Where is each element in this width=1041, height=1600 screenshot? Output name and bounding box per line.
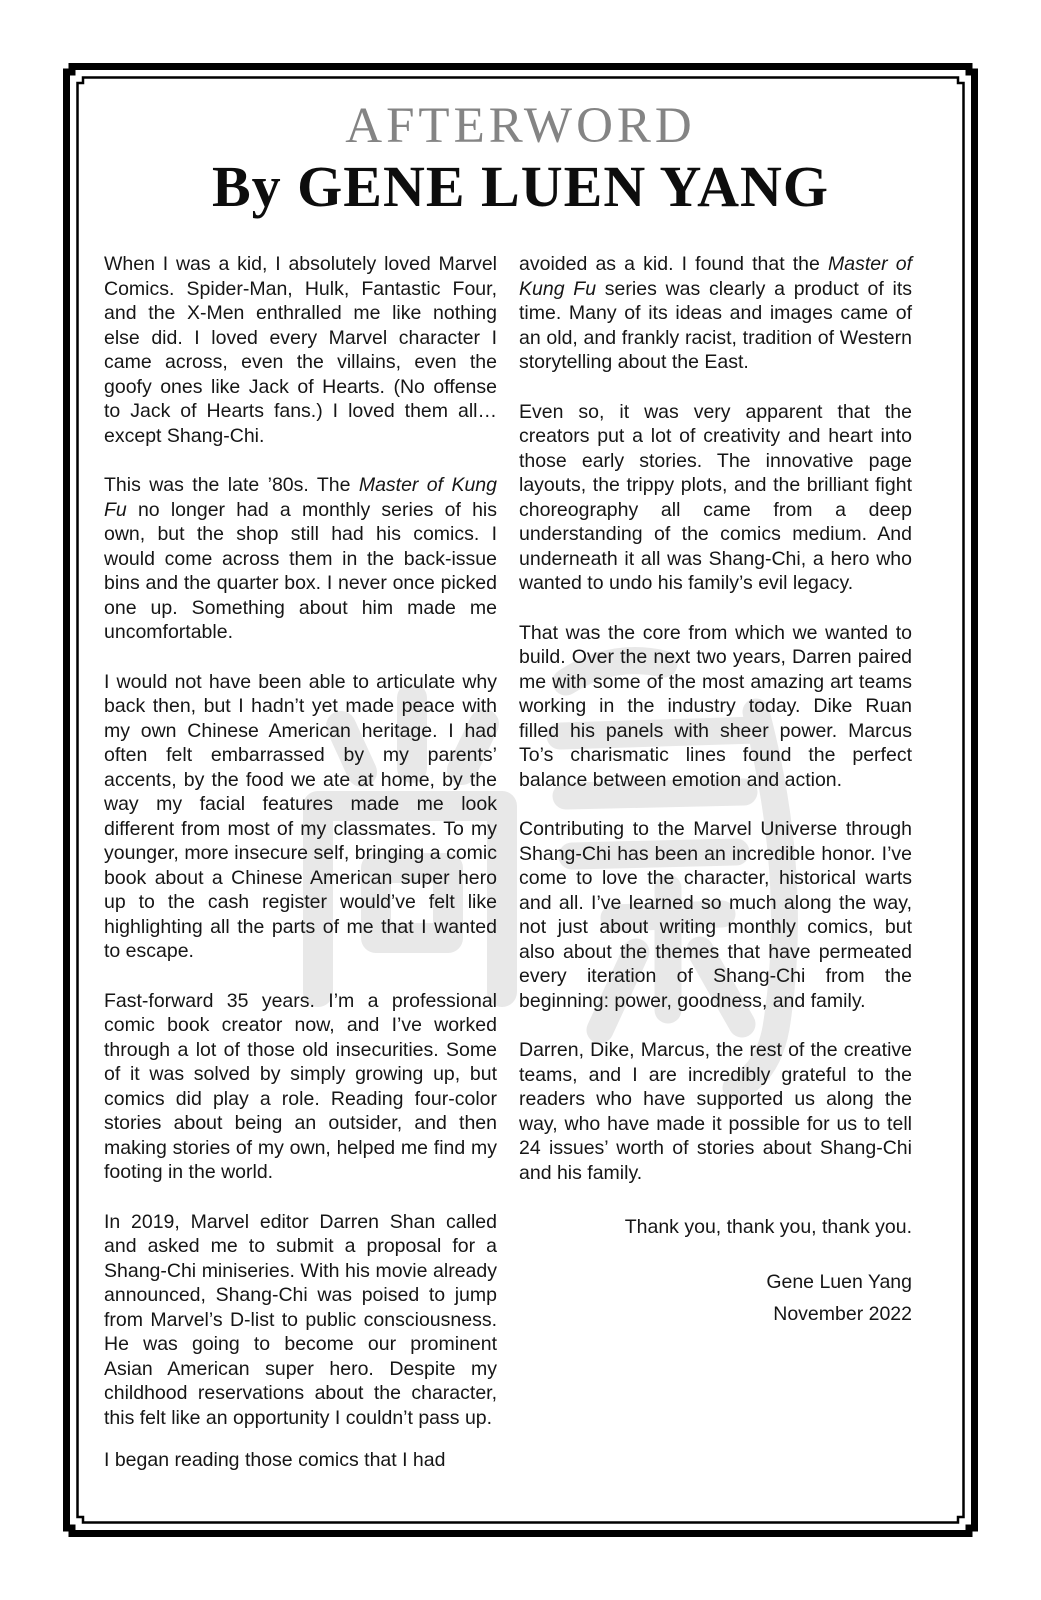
paragraph — [519, 621, 912, 793]
paragraph — [519, 252, 912, 375]
paragraph — [519, 400, 912, 596]
paragraph — [519, 1038, 912, 1185]
paragraph — [104, 252, 497, 448]
italic-text-run: Master of Kung Fu — [104, 474, 497, 521]
text-run: series was clearly a product of its time. Many of its ideas and images came of an old, and frankly racist, tradition of Western storytelling about the East. — [519, 277, 913, 373]
paragraph — [104, 473, 497, 645]
text-run: avoided as a kid. I found that the — [519, 253, 828, 275]
text-run: Darren, Dike, Marcus, the rest of the creative teams, and I are incredibly grateful to the readers who have supported us along the way, who have made it possible for us to tell 24 issues’ worth of stories about Shang-Chi and his family. — [519, 1039, 912, 1184]
paragraph — [104, 1448, 497, 1473]
text-run: That was the core from which we wanted to build. Over the next two years, Darren paired me with some of the most amazing art teams working in the industry today. Dike Ruan filled his panels with sheer power. Marcus To’s charismatic lines found the perfect balance between emotion and action. — [519, 621, 912, 791]
text-run: In 2019, Marvel editor Darren Shan called and asked me to submit a proposal for a Shang-Chi miniseries. With his movie already announced, Shang-Chi was poised to jump from Marvel’s D-list to public consciousness. He was going to become our prominent Asian American super hero. Despite my childhood reservations about the character, this felt like an opportunity I couldn’t pass up. — [104, 1210, 497, 1429]
paragraph — [104, 1210, 497, 1431]
text-run: This was the late ’80s. The — [104, 474, 359, 496]
text-run: no longer had a monthly series of his own, but the shop still had his comics. I would come across them in the back-issue bins and the quarter box. I never once picked one up. Something about him made me uncomfortable. — [104, 498, 497, 643]
article-body — [104, 252, 912, 1473]
paragraph — [104, 670, 497, 964]
text-run: Contributing to the Marvel Universe through Shang-Chi has been an incredible honor. I’ve come to love the character, historical warts and all. I’ve learned so much along the way, not just about writing monthly comics, but also about the themes that have permeated every iteration of Shang-Chi from the beginning: power, goodness, and family. — [519, 818, 912, 1012]
thanks-line: Thank you, thank you, thank you. — [624, 1216, 912, 1238]
italic-text-run: Master of Kung Fu — [519, 253, 912, 300]
paragraph — [104, 989, 497, 1185]
signature-name: Gene Luen Yang — [766, 1270, 912, 1293]
page-title: AFTERWORD — [345, 98, 696, 154]
text-run: Fast-forward 35 years. I’m a professional comic book creator now, and I’ve worked through a lot of those old insecurities. Some of it was solved by simply growing up, but comics did play a role. Reading four-color stories about being an outsider, and then making stories of my own, helped me find my footing in the world. — [104, 989, 497, 1183]
right-column — [519, 252, 912, 1473]
text-run: I would not have been able to articulate why back then, but I hadn’t yet made peace with my own Chinese American heritage. I had often felt embarrassed by my parents’ accents, by the food we ate at home, by the way my facial features made me look different from most of my classmates. To my younger, more insecure self, bringing a comic book about a Chinese American super hero up to the cash register would’ve felt like highlighting all the parts of me that I wanted to escape. — [104, 670, 497, 962]
left-column — [104, 252, 497, 1473]
byline: By GENE LUEN YANG — [212, 153, 829, 219]
paragraph — [519, 817, 912, 1013]
text-run: When I was a kid, I absolutely loved Marvel Comics. Spider-Man, Hulk, Fantastic Four, and the X-Men enthralled me like nothing else did. I loved every Marvel character I came across, even the villains, even the goofy ones like Jack of Hearts. (No offense to Jack of Hearts fans.) I loved them all…except Shang-Chi. — [104, 253, 497, 447]
signature-date: November 2022 — [773, 1303, 912, 1325]
page-header — [0, 98, 1041, 219]
text-run: Even so, it was very apparent that the creators put a lot of creativity and heart into those early stories. The innovative page layouts, the trippy plots, and the brilliant fight choreography all came from a deep understanding of the comics medium. And underneath it all was Shang-Chi, a hero who wanted to undo his family’s evil legacy. — [519, 400, 912, 594]
text-run: I began reading those comics that I had — [104, 1449, 446, 1471]
